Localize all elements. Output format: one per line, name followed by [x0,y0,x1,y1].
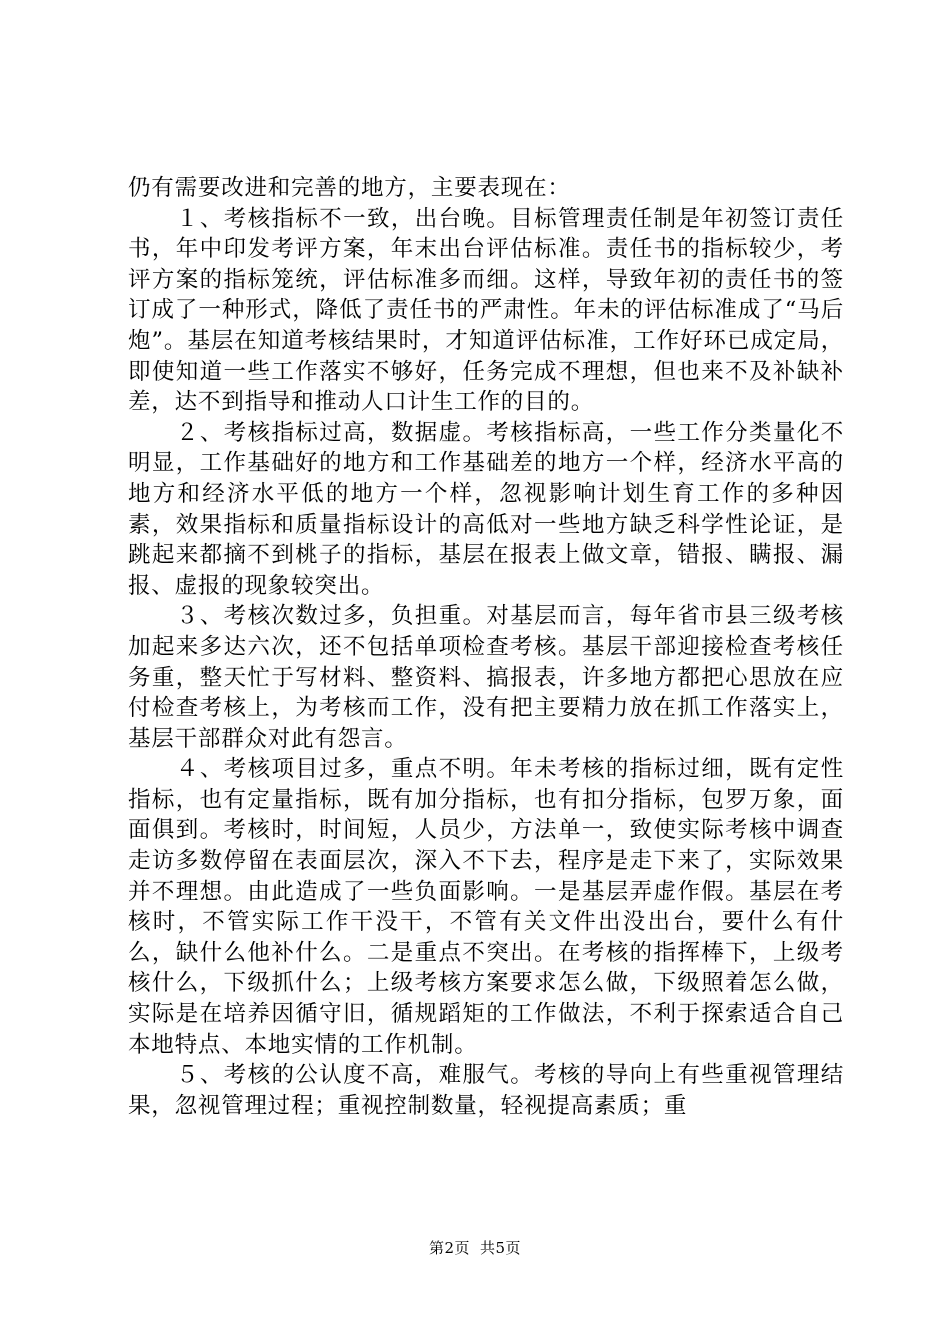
page-total: 共5页 [480,1239,522,1257]
page-number: 第2页 [428,1239,470,1257]
paragraph-item-2: ２、考核指标过高，数据虚。考核指标高，一些工作分类量化不明显，工作基础好的地方和工作基础差的地方一个样，经济水平高的地方和经济水平低的地方一个样，忽视影响计划生育工作的多种因素，效果指标和质量指标设计的高低对一些地方缺乏科学性论证，是跳起来都摘不到桃子的指标，基层在报表上做文章，错报、瞒报、漏报、虚报的现象较突出。 [128,419,844,599]
page-footer [0,1238,950,1258]
paragraph-item-4: ４、考核项目过多，重点不明。年未考核的指标过细，既有定性指标，也有定量指标，既有加分指标，也有扣分指标，包罗万象，面面俱到。考核时，时间短，人员少，方法单一，致使实际考核中调查走访多数停留在表面层次，深入不下去，程序是走下来了，实际效果并不理想。由此造成了一些负面影响。一是基层弄虚作假。基层在考核时，不管实际工作干没干，不管有关文件出没出台，要什么有什么，缺什么他补什么。二是重点不突出。在考核的指挥棒下，上级考核什么，下级抓什么；上级考核方案要求怎么做，下级照着怎么做，实际是在培养因循守旧，循规蹈矩的工作做法，不利于探索适合自己本地特点、本地实情的工作机制。 [128,756,844,1058]
paragraph-item-5: ５、考核的公认度不高，难服气。考核的导向上有些重视管理结果，忽视管理过程；重视控制数量，轻视提高素质；重 [128,1062,844,1119]
paragraph-item-1: １、考核指标不一致，出台晚。目标管理责任制是年初签订责任书，年中印发考评方案，年末出台评估标准。责任书的指标较少，考评方案的指标笼统，评估标准多而细。这样，导致年初的责任书的签订成了一种形式，降低了责任书的严肃性。年未的评估标准成了“马后炮”。基层在知道考核结果时，才知道评估标准，工作好环已成定局，即使知道一些工作落实不够好，任务完成不理想，但也来不及补缺补差，达不到指导和推动人口计生工作的目的。 [128,205,844,416]
paragraph-intro: 仍有需要改进和完善的地方，主要表现在： [128,175,571,201]
paragraph-item-3: ３、考核次数过多，负担重。对基层而言，每年省市县三级考核加起来多达六次，还不包括单项检查考核。基层干部迎接检查考核任务重，整天忙于写材料、整资料、搞报表，许多地方都把心思放在应付检查考核上，为考核而工作，没有把主要精力放在抓工作落实上，基层干部群众对此有怨言。 [128,603,844,752]
document-body [128,173,844,1121]
